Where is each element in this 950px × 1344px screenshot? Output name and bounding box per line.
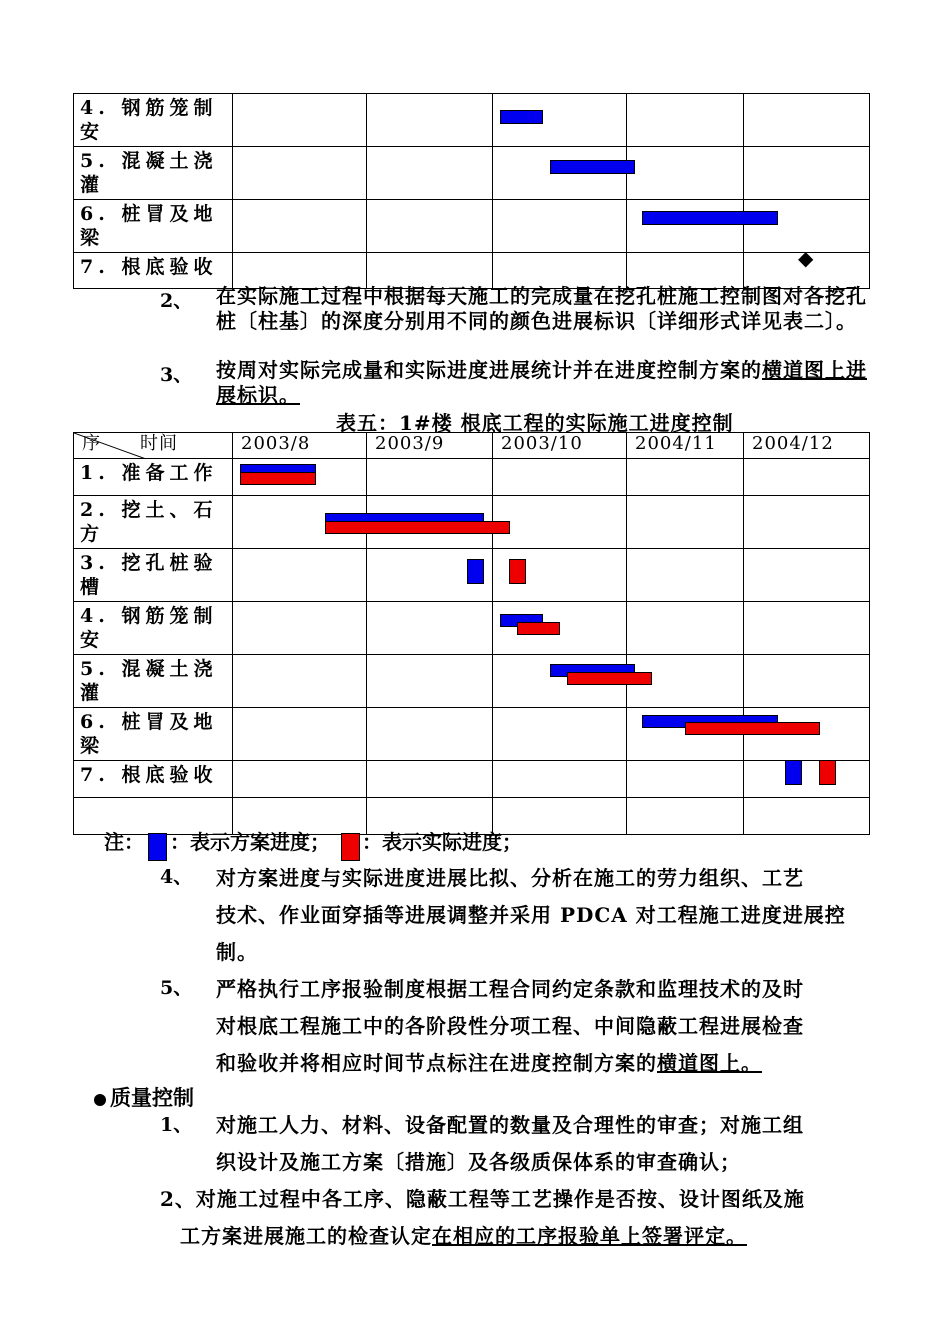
- actual-bar: [240, 472, 316, 485]
- actual-bar: [325, 521, 510, 534]
- legend-prefix: 注：: [104, 830, 144, 854]
- text-plain: 和验收并将相应时间节点标注在进度控制方案的: [216, 1051, 657, 1075]
- task-label: 6. 桩冒及地梁: [74, 200, 233, 253]
- month-header: 2003/8: [233, 433, 367, 459]
- table-row: [74, 94, 870, 147]
- item-5-text: [216, 971, 876, 1082]
- task-label: 7. 根底验收: [74, 253, 233, 289]
- plan-bar: [500, 110, 543, 124]
- top-gantt-table: [73, 93, 870, 289]
- actual-bar: [685, 722, 820, 735]
- table-row: [74, 602, 870, 655]
- text-line: 严格执行工序报验制度根据工程合同约定条款和监理技术的及时: [216, 977, 804, 1001]
- task-label: 3. 挖孔桩验槽: [74, 549, 233, 602]
- item-2-text: 在实际施工过程中根据每天施工的完成量在挖孔桩施工控制图对各挖孔桩〔柱基〕的深度分别用不同的颜色进展标识〔详细形式详见表二〕。: [216, 284, 867, 333]
- legend: [104, 826, 564, 862]
- text-line: 对根底工程施工中的各阶段性分项工程、中间隐蔽工程进展检查: [216, 1014, 804, 1038]
- actual-bar: [517, 622, 560, 635]
- text-line: 技术、作业面穿插等进展调整并采用 PDCA 对工程施工进度进展控: [216, 903, 846, 927]
- table-row: [74, 655, 870, 708]
- task-label: 4. 钢筋笼制安: [74, 602, 233, 655]
- text-line: 对施工人力、材料、设备配置的数量及合理性的审查；对施工组: [216, 1113, 804, 1137]
- text-line: 织设计及施工方案〔措施〕及各级质保体系的审查确认；: [216, 1150, 741, 1174]
- quality-heading: [94, 1082, 194, 1112]
- plan-bar: [467, 559, 484, 584]
- header-seq: 序: [82, 433, 101, 454]
- item-3-text: [216, 358, 868, 408]
- month-header: 2003/9: [367, 433, 493, 459]
- table-row: [74, 200, 870, 253]
- item-number: 1、: [160, 1114, 193, 1136]
- month-header: 2004/11: [627, 433, 744, 459]
- quality-item-2-text: [160, 1181, 870, 1255]
- header-diagonal-line: [74, 433, 232, 459]
- actual-bar: [567, 672, 652, 685]
- plan-bar: [785, 760, 802, 785]
- quality-heading-text: 质量控制: [110, 1085, 194, 1110]
- plan-bar: [642, 211, 778, 225]
- task-label: 1. 准备工作: [74, 459, 233, 496]
- milestone-diamond-icon: ◆: [798, 246, 814, 270]
- actual-bar: [509, 559, 526, 584]
- table-row: [74, 147, 870, 200]
- task-label: 5. 混凝土浇灌: [74, 655, 233, 708]
- item-3-underlined: 横道图上进展标识。: [216, 358, 867, 407]
- text-line: 2、对施工过程中各工序、隐蔽工程等工艺操作是否按、设计图纸及施: [160, 1187, 805, 1211]
- task-label: 7. 根底验收: [74, 761, 233, 798]
- month-header: 2004/12: [744, 433, 870, 459]
- item-number: 3、: [160, 364, 193, 386]
- legend-plan-label: ：表示方案进度；: [170, 830, 330, 854]
- text-line: 制。: [216, 940, 258, 964]
- table-title: 表五：1#楼 根底工程的实际施工进度控制: [336, 411, 734, 435]
- task-label: 6. 桩冒及地梁: [74, 708, 233, 761]
- bullet-icon: [94, 1094, 106, 1106]
- text-underlined: 在相应的工序报验单上签署评定。: [432, 1224, 747, 1248]
- plan-bar: [550, 160, 635, 174]
- legend-plan-swatch: [148, 833, 167, 861]
- task-label: 2. 挖土、石方: [74, 496, 233, 549]
- text-line: [160, 1218, 870, 1255]
- task-label: 5. 混凝土浇灌: [74, 147, 233, 200]
- table-row: [74, 761, 870, 798]
- quality-item-1-text: [216, 1107, 876, 1181]
- text-plain: 工方案进展施工的检查认定: [180, 1224, 432, 1248]
- text-underlined: 横道图上。: [657, 1051, 762, 1075]
- legend-actual-swatch: [341, 833, 360, 861]
- header-time: 时间: [140, 433, 178, 454]
- gantt-table: [73, 432, 870, 835]
- actual-bar: [819, 760, 836, 785]
- item-3-plain: 按周对实际完成量和实际进度进展统计并在进度控制方案的: [216, 358, 762, 382]
- table-row: [74, 459, 870, 496]
- item-number: 4、: [160, 866, 193, 888]
- item-number: 2、: [160, 290, 193, 312]
- task-label: 4. 钢筋笼制安: [74, 94, 233, 147]
- text-line: 对方案进度与实际进度进展比拟、分析在施工的劳力组织、工艺: [216, 866, 804, 890]
- month-header: 2003/10: [493, 433, 627, 459]
- legend-actual-label: ：表示实际进度；: [362, 830, 522, 854]
- item-4-text: [216, 860, 876, 971]
- item-number: 5、: [160, 977, 193, 999]
- text-line: [216, 1045, 876, 1082]
